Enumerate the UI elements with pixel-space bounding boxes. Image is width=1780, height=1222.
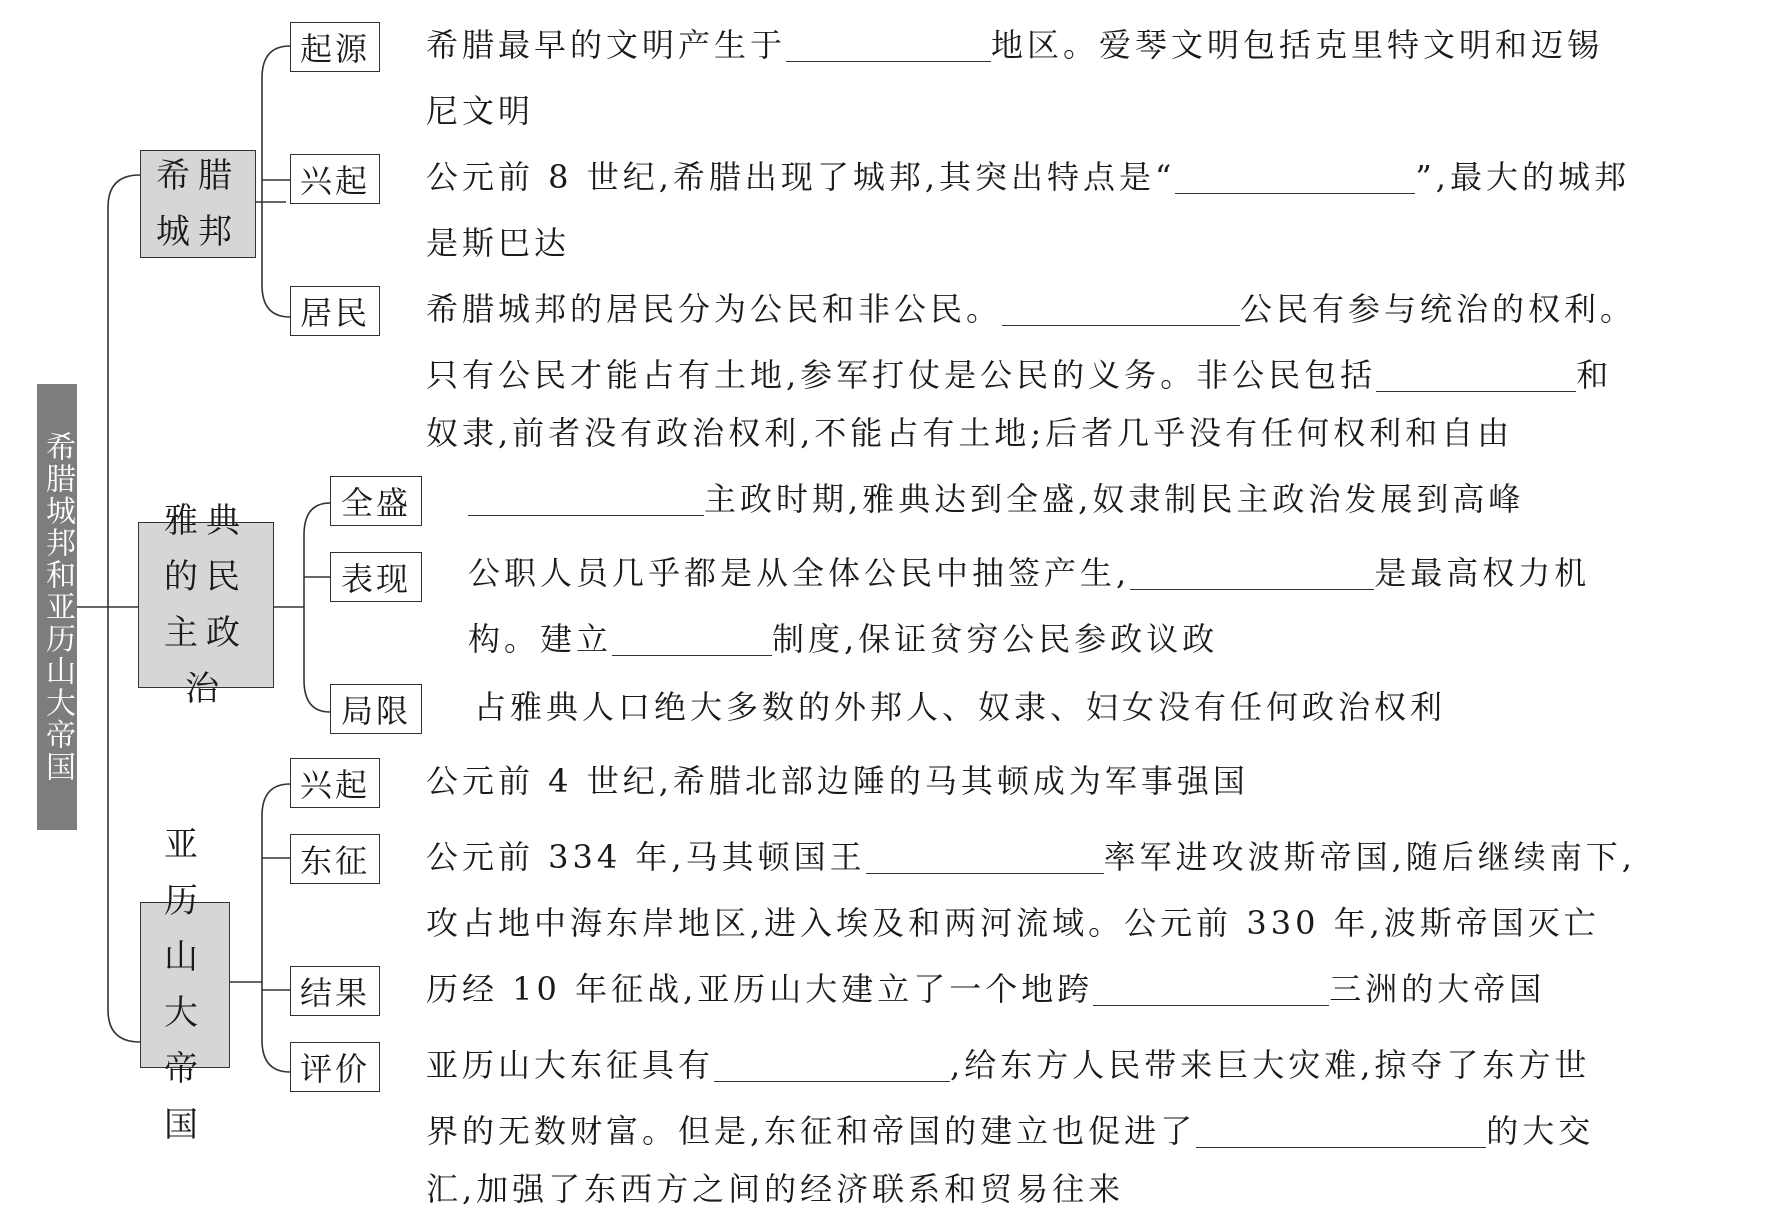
fill-blank[interactable] bbox=[1130, 559, 1374, 590]
branch-alexander-empire bbox=[140, 825, 230, 1145]
peak-line1: 主政时期,雅典达到全盛,奴隶制民主政治发展到高峰 bbox=[468, 466, 1524, 532]
branch-title: 希腊城邦 bbox=[156, 156, 240, 252]
branch-athenian-democracy bbox=[138, 501, 274, 709]
fill-blank[interactable] bbox=[1002, 295, 1240, 326]
fill-blank[interactable] bbox=[468, 485, 704, 516]
expedition-line1: 公元前 334 年,马其顿国王 率军进攻波斯帝国,随后继续南下, bbox=[426, 838, 1636, 876]
fill-blank[interactable] bbox=[612, 625, 772, 656]
label-result: 结果 bbox=[290, 966, 380, 1016]
evaluation-line2: 界的无数财富。但是,东征和帝国的建立也促进了 的大交 bbox=[426, 1112, 1595, 1150]
rise-line1: 公元前 8 世纪,希腊出现了城邦,其突出特点是“ ”,最大的城邦 bbox=[426, 158, 1630, 196]
macedon-rise-line1: 公元前 4 世纪,希腊北部边陲的马其顿成为军事强国 bbox=[426, 762, 1249, 800]
result-line1: 历经 10 年征战,亚历山大建立了一个地跨 三洲的大帝国 bbox=[426, 970, 1546, 1008]
label-eastern-expedition: 东征 bbox=[290, 834, 380, 884]
fill-blank[interactable] bbox=[1376, 361, 1576, 392]
fill-blank[interactable] bbox=[1196, 1117, 1486, 1148]
evaluation-line1: 亚历山大东征具有 ,给东方人民带来巨大灾难,掠夺了东方世 bbox=[426, 1046, 1591, 1084]
limitation-line1: 占雅典人口绝大多数的外邦人、奴隶、妇女没有任何政治权利 bbox=[474, 688, 1447, 726]
evaluation-line3: 汇,加强了东西方之间的经济联系和贸易往来 bbox=[426, 1170, 1125, 1208]
label-residents: 居民 bbox=[290, 286, 380, 336]
branch-title: 雅典的民主政治 bbox=[164, 501, 248, 709]
fill-blank[interactable] bbox=[1175, 163, 1415, 194]
fill-blank[interactable] bbox=[1093, 975, 1329, 1006]
label-performance: 表现 bbox=[330, 552, 422, 602]
performance-line1: 公职人员几乎都是从全体公民中抽签产生, 是最高权力机 bbox=[468, 554, 1591, 592]
origin-line1: 希腊最早的文明产生于 地区。爱琴文明包括克里特文明和迈锡 bbox=[426, 26, 1604, 64]
residents-line2: 只有公民才能占有土地,参军打仗是公民的义务。非公民包括 和 bbox=[426, 356, 1613, 394]
expedition-line2: 攻占地中海东岸地区,进入埃及和两河流域。公元前 330 年,波斯帝国灭亡 bbox=[426, 904, 1600, 942]
label-evaluation: 评价 bbox=[290, 1042, 380, 1092]
label-rise: 兴起 bbox=[290, 154, 380, 204]
origin-line2: 尼文明 bbox=[426, 92, 535, 130]
rise-line2: 是斯巴达 bbox=[426, 224, 571, 262]
root-title: 希腊城邦和亚历山大帝国 bbox=[37, 384, 77, 830]
residents-line1: 希腊城邦的居民分为公民和非公民。 公民有参与统治的权利。 bbox=[426, 290, 1637, 328]
label-rise-macedon: 兴起 bbox=[290, 758, 380, 808]
label-limitation: 局限 bbox=[330, 684, 422, 734]
residents-line3: 奴隶,前者没有政治权利,不能占有土地;后者几乎没有任何权利和自由 bbox=[426, 414, 1514, 452]
fill-blank[interactable] bbox=[786, 31, 991, 62]
label-peak: 全盛 bbox=[330, 476, 422, 526]
label-origin: 起源 bbox=[290, 22, 380, 72]
fill-blank[interactable] bbox=[714, 1051, 950, 1082]
branch-title: 亚历山大帝国 bbox=[164, 825, 206, 1145]
branch-greek-city-states bbox=[140, 150, 256, 258]
performance-line2: 构。建立 制度,保证贫穷公民参政议政 bbox=[468, 620, 1219, 658]
fill-blank[interactable] bbox=[866, 843, 1104, 874]
